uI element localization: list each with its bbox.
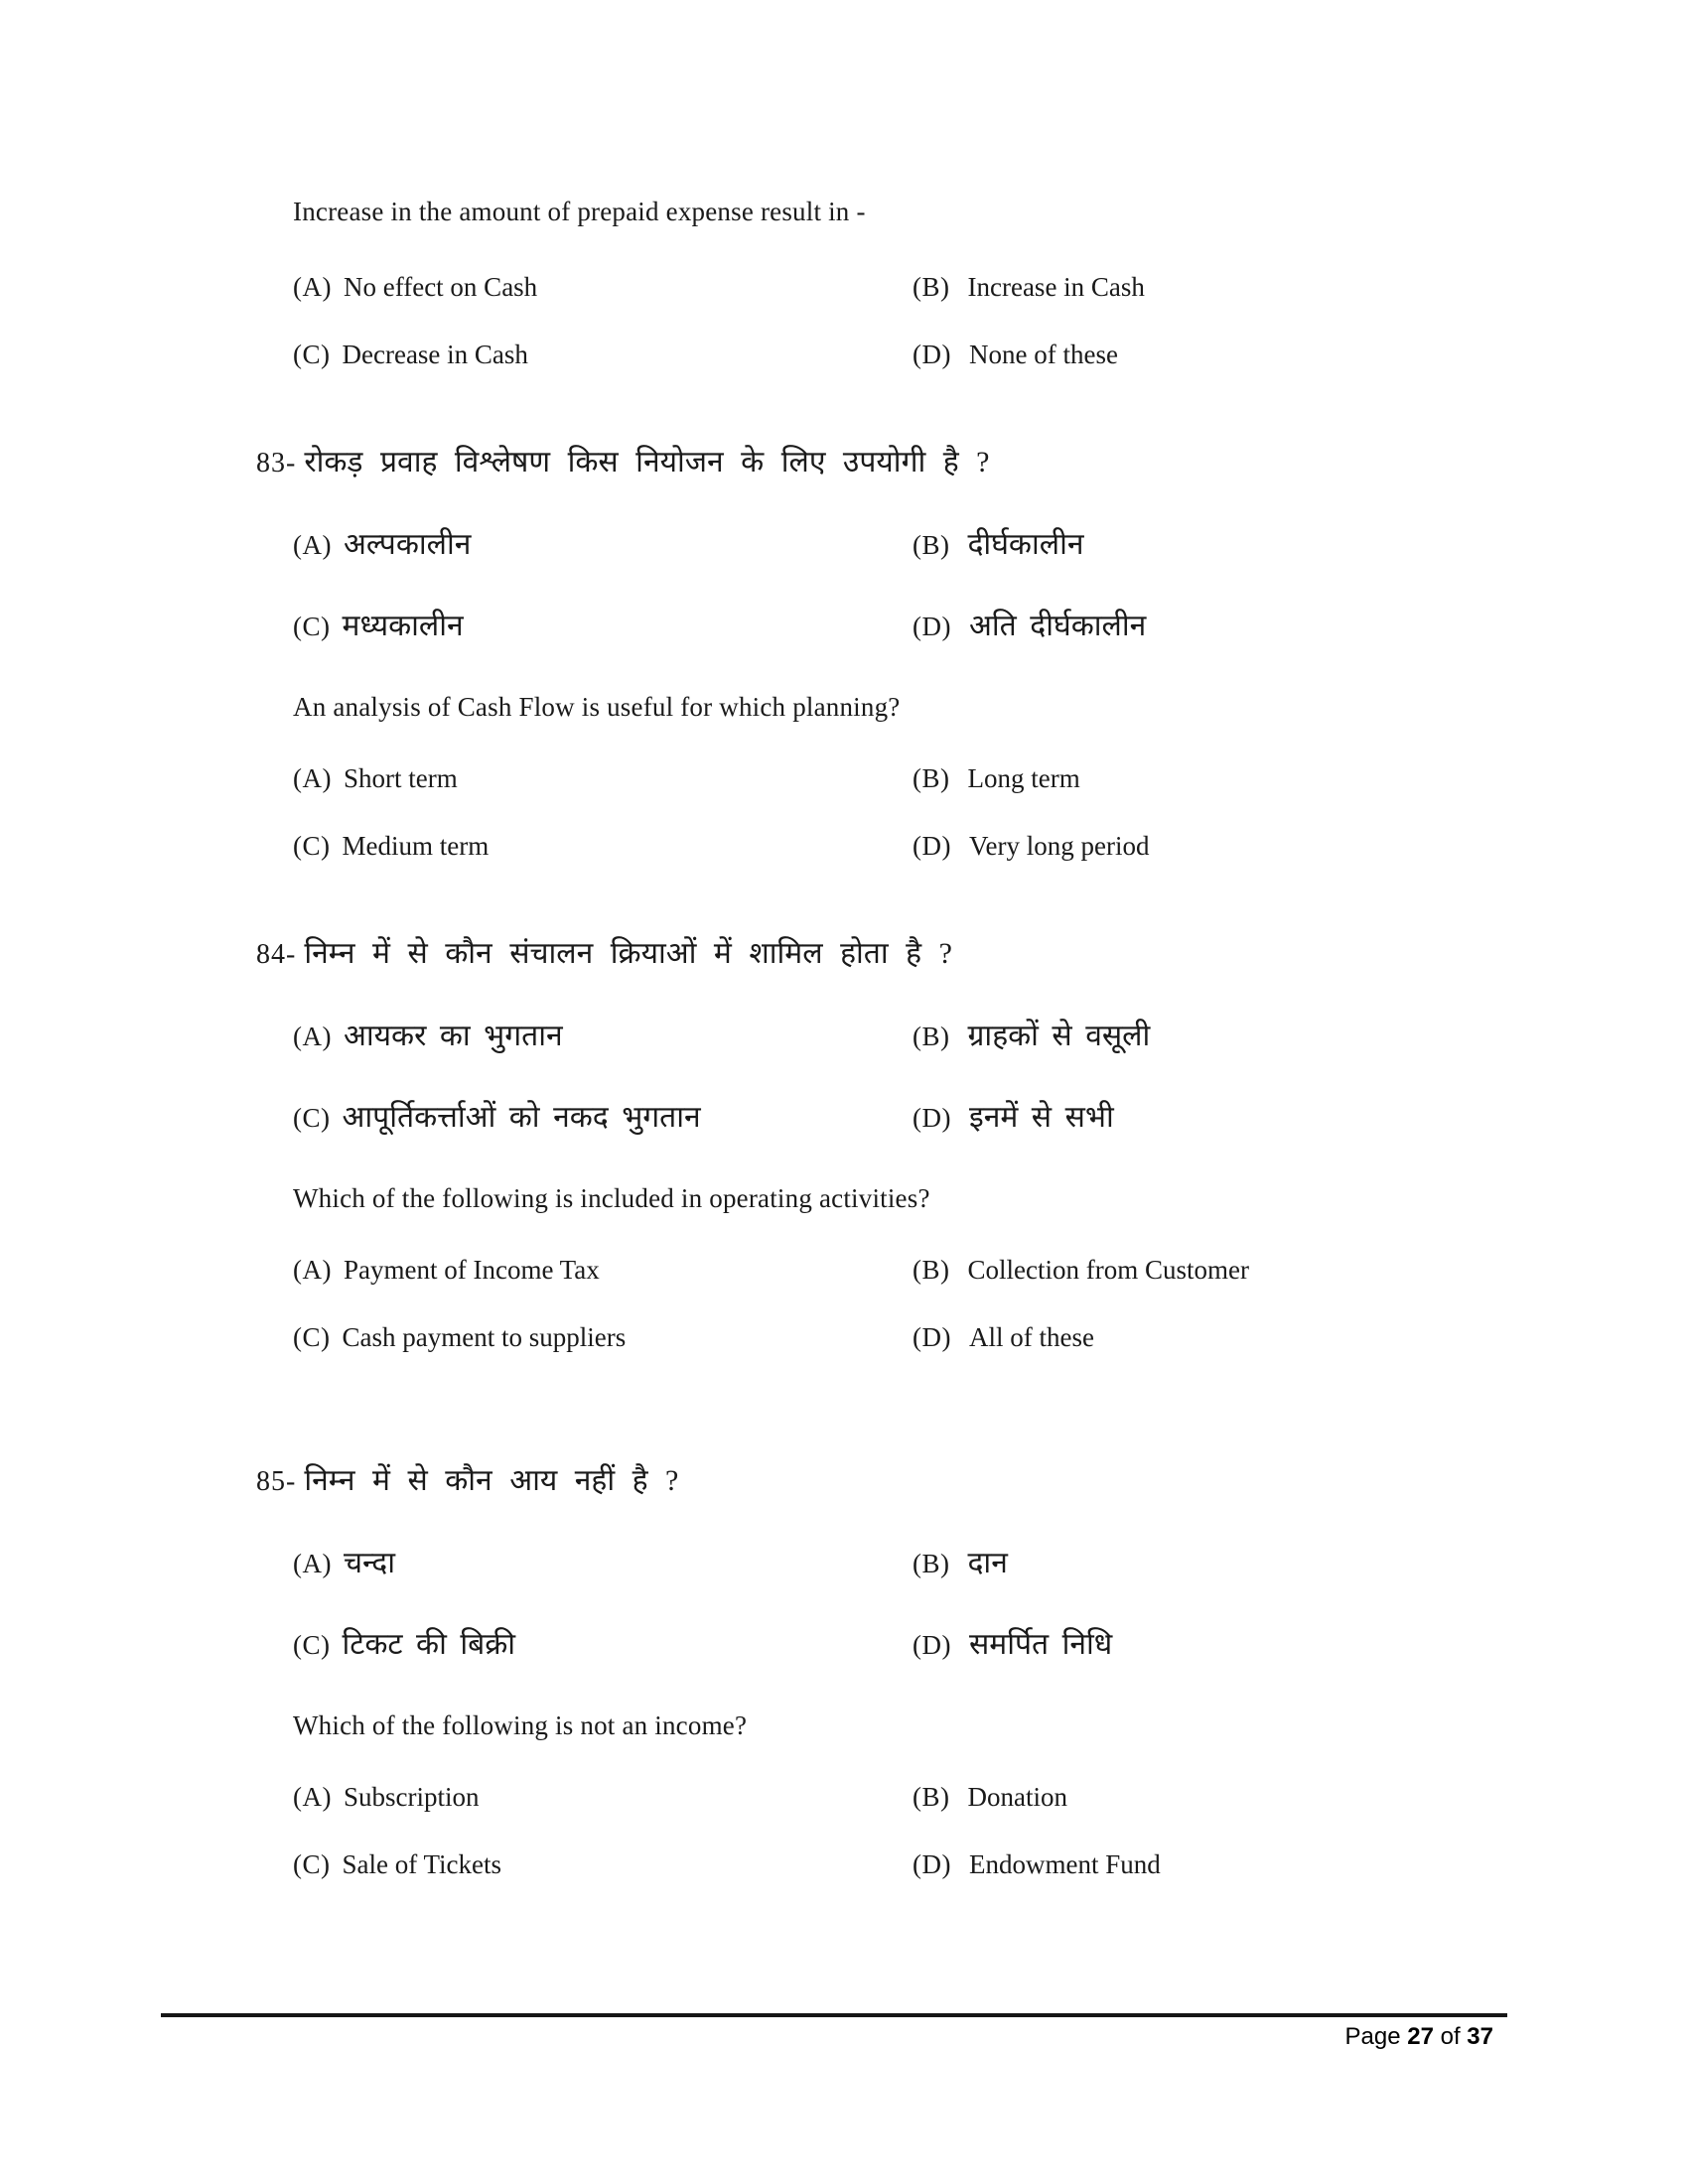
options-hindi [293, 1542, 1527, 1667]
option-b [913, 761, 1527, 795]
page-number [161, 2023, 1507, 2051]
option-a [293, 523, 913, 567]
option-text: आपूर्तिकर्त्ताओं को नकद भुगतान [342, 1101, 701, 1134]
option-text: No effect on Cash [343, 272, 538, 302]
option-text: समर्पित निधि [968, 1628, 1113, 1661]
option-text: चन्दा [343, 1547, 396, 1579]
option-text: Subscription [343, 1782, 480, 1812]
option-text: None of these [968, 340, 1118, 369]
question-number: 84- [256, 939, 297, 970]
options-english [293, 761, 1527, 863]
option-label: (D) [913, 831, 951, 861]
footer-rule [161, 2013, 1507, 2017]
option-label: (A) [293, 1549, 332, 1578]
question-text-english: Which of the following is included in operating activities? [293, 1183, 930, 1213]
option-b [913, 1542, 1527, 1585]
option-label: (B) [913, 1782, 950, 1812]
option-text: Donation [967, 1782, 1067, 1812]
option-label: (C) [293, 340, 331, 369]
option-text: अति दीर्घकालीन [968, 610, 1147, 642]
option-label: (D) [913, 1630, 951, 1660]
options-english [293, 1780, 1527, 1881]
option-b [913, 523, 1527, 567]
option-c [293, 1096, 913, 1140]
option-d [913, 1320, 1527, 1354]
option-a [293, 1015, 913, 1058]
question-number: 83- [256, 448, 297, 478]
option-d [913, 605, 1527, 648]
option-b [913, 1015, 1527, 1058]
option-c [293, 338, 913, 371]
option-a [293, 1253, 913, 1287]
page-label: Page [1344, 2023, 1401, 2050]
options-hindi [293, 1015, 1527, 1140]
question-block [256, 1459, 1527, 1881]
option-label: (C) [293, 1322, 331, 1352]
option-a [293, 270, 913, 304]
option-c [293, 1847, 913, 1881]
options-english [293, 270, 1527, 371]
option-d [913, 338, 1527, 371]
page-total: 37 [1467, 2023, 1493, 2050]
question-number: 85- [256, 1466, 297, 1497]
option-text: आयकर का भुगतान [343, 1020, 563, 1052]
page-current: 27 [1407, 2023, 1434, 2050]
question-text-english: Increase in the amount of prepaid expense result in - [293, 197, 866, 226]
option-a [293, 1542, 913, 1585]
option-label: (A) [293, 272, 332, 302]
option-text: Endowment Fund [968, 1849, 1161, 1879]
option-d [913, 1847, 1527, 1881]
option-text: Increase in Cash [967, 272, 1145, 302]
option-label: (C) [293, 831, 331, 861]
question-hindi [256, 1459, 1527, 1504]
option-label: (D) [913, 340, 951, 369]
question-text-english: Which of the following is not an income? [293, 1710, 748, 1740]
option-label: (B) [913, 1255, 950, 1285]
question-text-english: An analysis of Cash Flow is useful for which planning? [293, 692, 901, 722]
option-c [293, 1623, 913, 1667]
option-text: Cash payment to suppliers [342, 1322, 627, 1352]
option-text: टिकट की बिक्री [342, 1628, 516, 1661]
option-d [913, 1623, 1527, 1667]
option-text: Medium term [342, 831, 490, 861]
option-label: (B) [913, 530, 950, 560]
option-text: अल्पकालीन [343, 528, 472, 561]
question-text-hindi: निम्न में से कौन आय नहीं है ? [304, 1464, 679, 1497]
option-label: (D) [913, 1849, 951, 1879]
option-c [293, 829, 913, 863]
question-text-hindi: निम्न में से कौन संचालन क्रियाओं में शामिल होता है ? [304, 937, 952, 970]
option-label: (A) [293, 530, 332, 560]
option-text: Sale of Tickets [342, 1849, 502, 1879]
option-b [913, 1780, 1527, 1814]
option-text: Long term [967, 763, 1080, 793]
option-text: इनमें से सभी [968, 1101, 1114, 1134]
option-label: (C) [293, 1103, 331, 1133]
option-c [293, 605, 913, 648]
option-c [293, 1320, 913, 1354]
option-text: Very long period [968, 831, 1150, 861]
question-block [256, 441, 1527, 863]
option-b [913, 270, 1527, 304]
option-text: मध्यकालीन [342, 610, 464, 642]
option-label: (B) [913, 763, 950, 793]
option-text: दीर्घकालीन [967, 528, 1084, 561]
option-a [293, 761, 913, 795]
question-block [256, 195, 1527, 371]
question-hindi [256, 441, 1527, 485]
options-english [293, 1253, 1527, 1354]
option-label: (B) [913, 1549, 950, 1578]
option-text: दान [967, 1547, 1008, 1579]
option-text: All of these [968, 1322, 1094, 1352]
option-label: (A) [293, 1255, 332, 1285]
option-label: (A) [293, 1022, 332, 1051]
of-label: of [1440, 2023, 1461, 2050]
option-text: Short term [343, 763, 458, 793]
question-text-hindi: रोकड़ प्रवाह विश्लेषण किस नियोजन के लिए उपयोगी है ? [304, 446, 990, 478]
option-text: Payment of Income Tax [343, 1255, 600, 1285]
option-label: (C) [293, 1630, 331, 1660]
option-label: (C) [293, 1849, 331, 1879]
option-d [913, 829, 1527, 863]
option-label: (B) [913, 1022, 950, 1051]
page-footer [161, 2013, 1507, 2051]
option-d [913, 1096, 1527, 1140]
option-text: Collection from Customer [967, 1255, 1249, 1285]
options-hindi [293, 523, 1527, 648]
option-label: (C) [293, 612, 331, 641]
option-label: (B) [913, 272, 950, 302]
option-text: Decrease in Cash [342, 340, 528, 369]
question-block [256, 932, 1527, 1354]
page-content [256, 195, 1527, 1881]
option-label: (D) [913, 612, 951, 641]
option-a [293, 1780, 913, 1814]
option-text: ग्राहकों से वसूली [967, 1020, 1151, 1052]
option-label: (D) [913, 1322, 951, 1352]
option-b [913, 1253, 1527, 1287]
option-label: (A) [293, 1782, 332, 1812]
option-label: (A) [293, 763, 332, 793]
question-hindi [256, 932, 1527, 977]
option-label: (D) [913, 1103, 951, 1133]
